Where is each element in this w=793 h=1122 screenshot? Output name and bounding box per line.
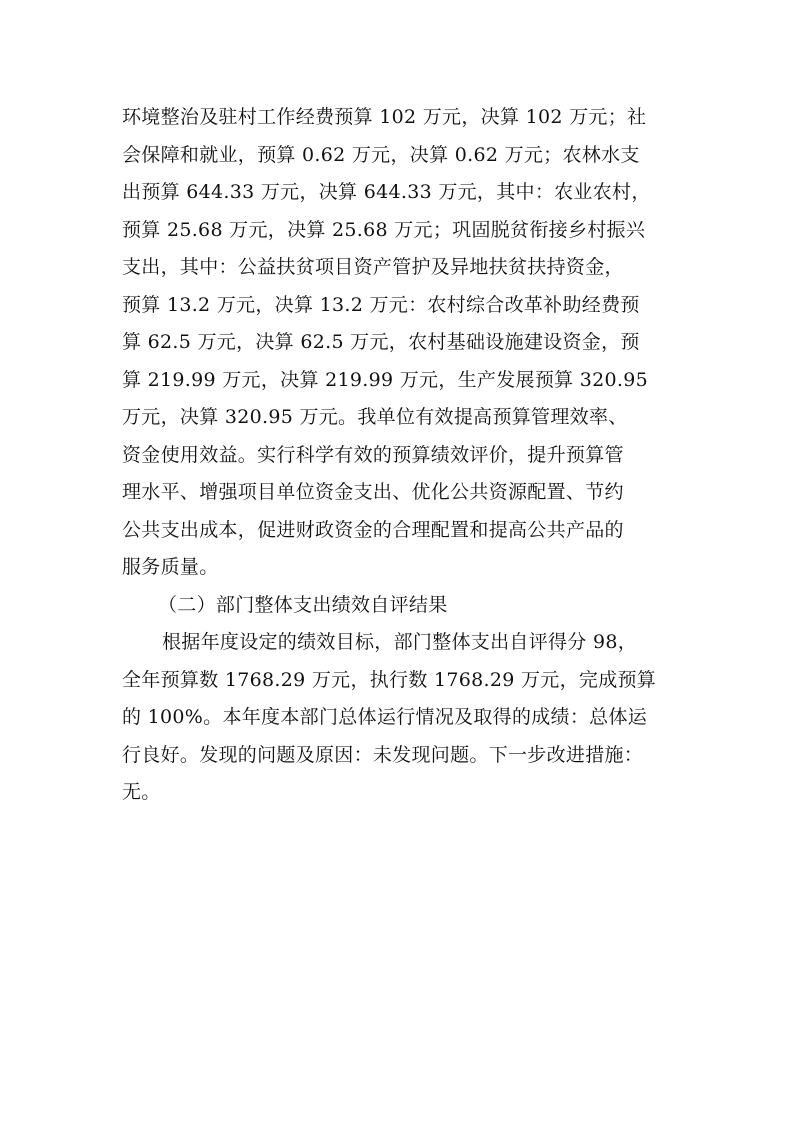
text-line: 支出，其中：公益扶贫项目资产管护及异地扶贫扶持资金， bbox=[122, 256, 624, 278]
text-line: 出预算 644.33 万元，决算 644.33 万元，其中：农业农村， bbox=[122, 181, 651, 203]
text-line: 环境整治及驻村工作经费预算 102 万元，决算 102 万元；社 bbox=[122, 106, 647, 128]
text-line: 预算 25.68 万元，决算 25.68 万元；巩固脱贫衔接乡村振兴 bbox=[122, 218, 646, 241]
section-heading: （二）部门整体支出绩效自评结果 bbox=[158, 593, 448, 616]
text-line: 预算 13.2 万元，决算 13.2 万元：农村综合改革补助经费预 bbox=[122, 293, 640, 316]
text-line: 全年预算数 1768.29 万元，执行数 1768.29 万元，完成预算 bbox=[122, 668, 657, 691]
text-line: 资金使用效益。实行科学有效的预算绩效评价，提升预算管 bbox=[122, 443, 624, 466]
text-line: 算 219.99 万元，决算 219.99 万元，生产发展预算 320.95 bbox=[122, 368, 649, 391]
text-line: 根据年度设定的绩效目标，部门整体支出自评得分 98， bbox=[162, 631, 638, 653]
text-line: 理水平、增强项目单位资金支出、优化公共资源配置、节约 bbox=[122, 481, 624, 503]
text-line: 的 100%。本年度本部门总体运行情况及取得的成绩：总体运 bbox=[122, 706, 648, 728]
paragraph-self-evaluation bbox=[122, 624, 674, 812]
paragraph-budget-details bbox=[122, 99, 674, 587]
text-line: 服务质量。 bbox=[122, 556, 219, 578]
text-line: 行良好。发现的问题及原因：未发现问题。下一步改进措施： bbox=[122, 743, 644, 766]
text-line: 无。 bbox=[122, 781, 161, 803]
text-line: 万元，决算 320.95 万元。我单位有效提高预算管理效率、 bbox=[122, 406, 628, 428]
text-line: 会保障和就业，预算 0.62 万元，决算 0.62 万元；农林水支 bbox=[122, 143, 640, 166]
text-line: 算 62.5 万元，决算 62.5 万元，农村基础设施建设资金，预 bbox=[122, 331, 640, 353]
document-body bbox=[122, 99, 674, 812]
text-line: 公共支出成本，促进财政资金的合理配置和提高公共产品的 bbox=[122, 518, 624, 541]
